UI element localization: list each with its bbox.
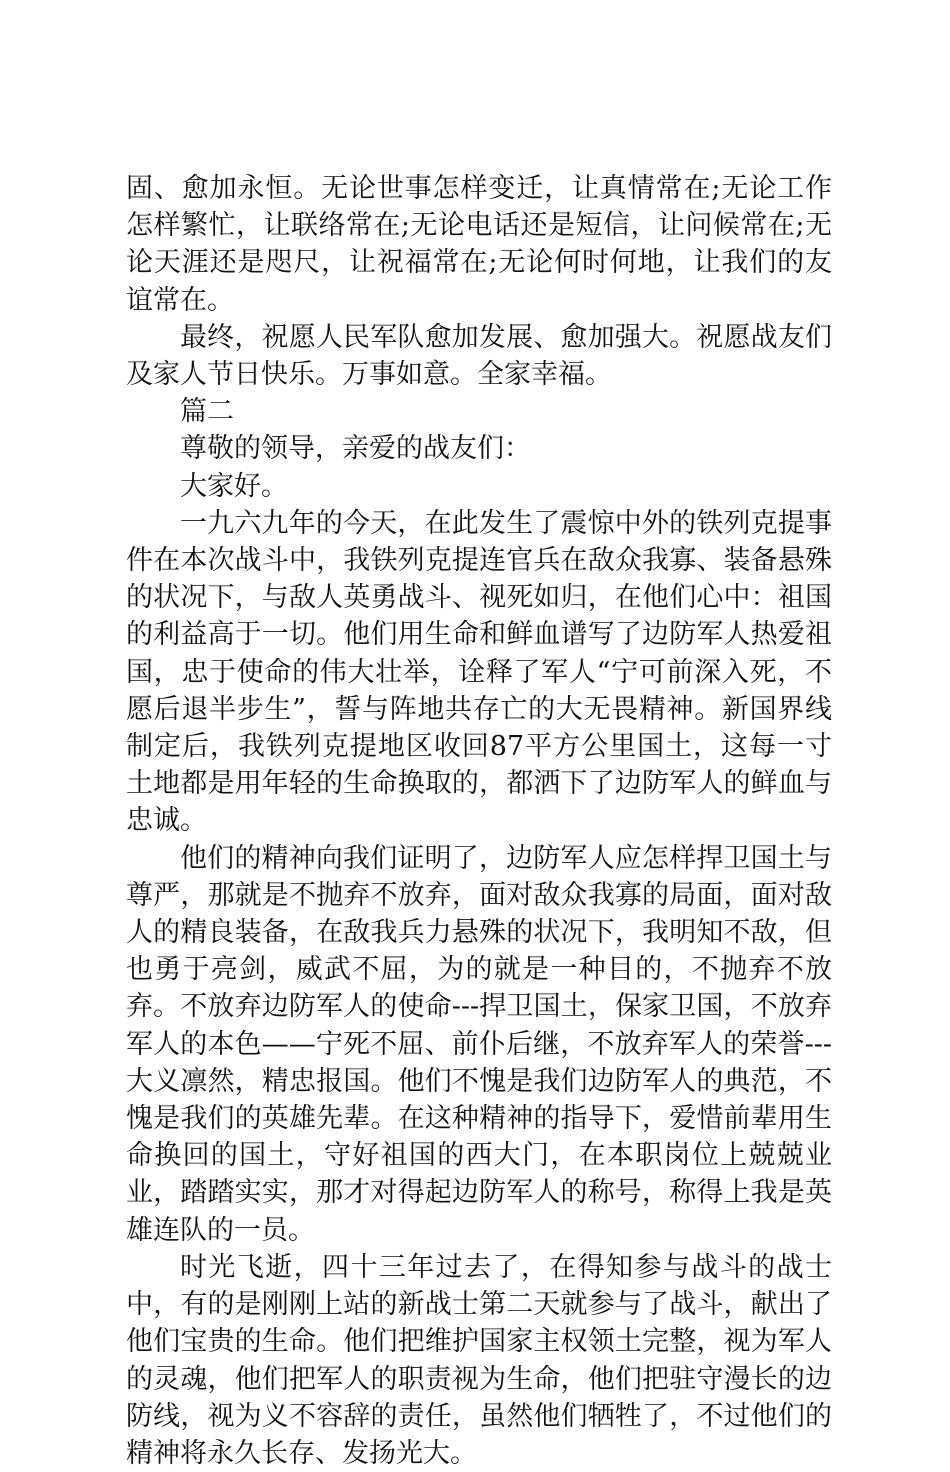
paragraph-event: 一九六九年的今天，在此发生了震惊中外的铁列克提事件在本次战斗中，我铁列克提连官兵在敌众我寡、装备悬殊的状况下，与敌人英勇战斗、视死如归，在他们心中：祖国的利益高于一切。他们用生命和鲜血谱写了边防军人热爱祖国，忠于使命的伟大壮举，诠释了军人“宁可前深入死，不愿后退半步生”，誓与阵地共存亡的大无畏精神。新国界线制定后，我铁列克提地区收回87平方公里国土，这每一寸土地都是用年轻的生命换取的，都洒下了边防军人的鲜血与忠诚。 — [126, 507, 832, 837]
paragraph-continuation: 固、愈加永恒。无论世事怎样变迁，让真情常在;无论工作怎样繁忙，让联络常在;无论电话还是短信，让问候常在;无论天涯还是咫尺，让祝福常在;无论何时何地，让我们的友谊常在。 — [126, 173, 832, 316]
salutation: 尊敬的领导，亲爱的战友们： — [180, 433, 531, 465]
greeting: 大家好。 — [180, 470, 288, 502]
paragraph-remembrance: 时光飞逝，四十三年过去了，在得知参与战斗的战士中，有的是刚刚上站的新战士第二天就参与了战斗，献出了他们宝贵的生命。他们把维护国家主权领土完整，视为军人的灵魂，他们把军人的职责视为生命，他们把驻守漫长的边防线，视为义不容辞的责任，虽然他们牺牲了，不过他们的精神将永久长存、发扬光大。 — [126, 1251, 832, 1469]
document-body — [126, 170, 832, 1472]
paragraph-spirit: 他们的精神向我们证明了，边防军人应怎样捍卫国土与尊严，那就是不抛弃不放弃，面对敌众我寡的局面，面对敌人的精良装备，在敌我兵力悬殊的状况下，我明知不敌，但也勇于亮剑，威武不屈，为的就是一种目的，不抛弃不放弃。不放弃边防军人的使命---捍卫国土，保家卫国，不放弃军人的本色——宁死不屈、前仆后继，不放弃军人的荣誉---大义凛然，精忠报国。他们不愧是我们边防军人的典范，不愧是我们的英雄先辈。在这种精神的指导下，爱惜前辈用生命换回的国土，守好祖国的西大门，在本职岗位上兢兢业业，踏踏实实，那才对得起边防军人的称号，称得上我是英雄连队的一员。 — [126, 842, 832, 1246]
paragraph-closing-wishes: 最终，祝愿人民军队愈加发展、愈加强大。祝愿战友们及家人节日快乐。万事如意。全家幸福。 — [126, 321, 832, 391]
section-heading: 篇二 — [180, 396, 234, 428]
